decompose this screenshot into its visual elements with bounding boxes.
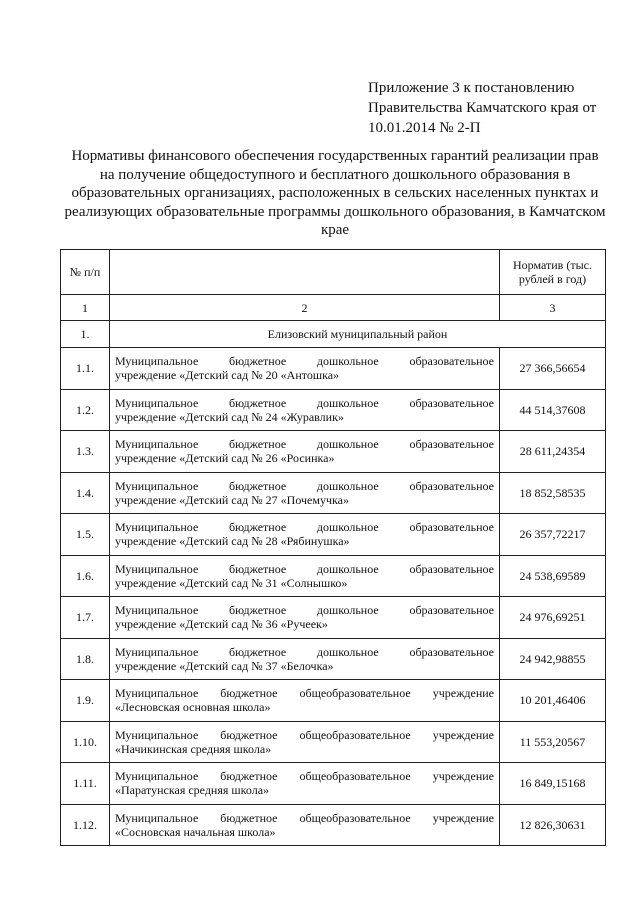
row-norm-value: 18 852,58535 xyxy=(500,472,606,514)
row-norm-value: 11 553,20567 xyxy=(500,721,606,763)
row-norm-value: 26 357,72217 xyxy=(500,514,606,556)
table-row xyxy=(61,763,606,805)
row-number: 1.6. xyxy=(61,555,110,597)
row-institution-name xyxy=(110,431,500,473)
appendix-note xyxy=(368,78,618,138)
row-norm-value: 24 538,69589 xyxy=(500,555,606,597)
table-row xyxy=(61,680,606,722)
row-number: 1.12. xyxy=(61,804,110,846)
table-row xyxy=(61,597,606,639)
header-norm: Норматив (тыс. рублей в год) xyxy=(500,250,606,295)
institution-name-line: «Паратунская средняя школа» xyxy=(115,783,270,798)
institution-name-line: учреждение «Детский сад № 27 «Почемучка» xyxy=(115,492,349,507)
row-norm-value: 24 976,69251 xyxy=(500,597,606,639)
row-institution-name xyxy=(110,472,500,514)
row-number: 1.9. xyxy=(61,680,110,722)
title-line: реализующих образовательные программы дошкольного образования, в Камчатском xyxy=(64,203,606,220)
numbering-cell: 1 xyxy=(61,295,110,321)
institution-name-line: Муниципальное бюджетное дошкольное образовательное xyxy=(115,437,494,452)
row-institution-name xyxy=(110,763,500,805)
row-norm-value: 10 201,46406 xyxy=(500,680,606,722)
title-line: образовательных организациях, расположенных в сельских населенных пунктах и xyxy=(71,185,599,201)
title-line: на получение общедоступного и бесплатного дошкольного образования в xyxy=(99,166,571,183)
appendix-line: 10.01.2014 № 2-П xyxy=(368,120,481,136)
row-institution-name xyxy=(110,597,500,639)
institution-name-line: учреждение «Детский сад № 24 «Журавлик» xyxy=(115,409,344,424)
table-row xyxy=(61,389,606,431)
appendix-line: Приложение 3 к постановлению xyxy=(368,80,575,96)
table-row xyxy=(61,721,606,763)
row-number: 1.8. xyxy=(61,638,110,680)
row-number: 1.11. xyxy=(61,763,110,805)
table-row xyxy=(61,431,606,473)
institution-name-line: учреждение «Детский сад № 26 «Росинка» xyxy=(115,451,335,466)
row-number: 1.5. xyxy=(61,514,110,556)
row-number: 1.2. xyxy=(61,389,110,431)
institution-name-line: «Начикинская средняя школа» xyxy=(115,741,272,756)
row-norm-value: 27 366,56654 xyxy=(500,348,606,390)
row-norm-value: 12 826,30631 xyxy=(500,804,606,846)
title-line: Нормативы финансового обеспечения государственных гарантий реализации прав xyxy=(71,148,599,164)
row-institution-name xyxy=(110,680,500,722)
institution-name-line: Муниципальное бюджетное общеобразовательное учреждение xyxy=(115,769,494,784)
table-numbering-row xyxy=(61,295,606,321)
institution-name-line: учреждение «Детский сад № 36 «Ручеек» xyxy=(115,617,328,632)
institution-name-line: Муниципальное бюджетное дошкольное образовательное xyxy=(115,561,494,576)
row-norm-value: 44 514,37608 xyxy=(500,389,606,431)
row-institution-name xyxy=(110,721,500,763)
row-number: 1.1. xyxy=(61,348,110,390)
institution-name-line: Муниципальное бюджетное общеобразовательное учреждение xyxy=(115,727,494,742)
norms-table xyxy=(60,249,606,846)
institution-name-line: Муниципальное бюджетное дошкольное образовательное xyxy=(115,478,494,493)
document-title xyxy=(55,147,615,240)
row-institution-name xyxy=(110,348,500,390)
table-section-row xyxy=(61,321,606,348)
numbering-cell: 2 xyxy=(110,295,500,321)
section-num: 1. xyxy=(61,321,110,348)
institution-name-line: учреждение «Детский сад № 28 «Рябинушка» xyxy=(115,534,350,549)
table-row xyxy=(61,555,606,597)
row-norm-value: 24 942,98855 xyxy=(500,638,606,680)
institution-name-line: Муниципальное бюджетное дошкольное образовательное xyxy=(115,354,494,369)
row-number: 1.4. xyxy=(61,472,110,514)
institution-name-line: Муниципальное бюджетное дошкольное образовательное xyxy=(115,644,494,659)
appendix-line: Правительства Камчатского края от xyxy=(368,100,597,116)
row-institution-name xyxy=(110,514,500,556)
institution-name-line: Муниципальное бюджетное общеобразовательное учреждение xyxy=(115,686,494,701)
section-name: Елизовский муниципальный район xyxy=(110,321,606,348)
institution-name-line: Муниципальное бюджетное общеобразовательное учреждение xyxy=(115,810,494,825)
table-row xyxy=(61,804,606,846)
institution-name-line: учреждение «Детский сад № 20 «Антошка» xyxy=(115,368,340,383)
row-number: 1.10. xyxy=(61,721,110,763)
institution-name-line: учреждение «Детский сад № 37 «Белочка» xyxy=(115,658,334,673)
row-norm-value: 16 849,15168 xyxy=(500,763,606,805)
row-institution-name xyxy=(110,555,500,597)
header-num: № п/п xyxy=(61,250,110,295)
row-number: 1.7. xyxy=(61,597,110,639)
institution-name-line: «Сосновская начальная школа» xyxy=(115,824,276,839)
institution-name-line: учреждение «Детский сад № 31 «Солнышко» xyxy=(115,575,348,590)
table-row xyxy=(61,638,606,680)
table-row xyxy=(61,348,606,390)
row-norm-value: 28 611,24354 xyxy=(500,431,606,473)
row-institution-name xyxy=(110,638,500,680)
row-institution-name xyxy=(110,389,500,431)
institution-name-line: Муниципальное бюджетное дошкольное образовательное xyxy=(115,520,494,535)
institution-name-line: Муниципальное бюджетное дошкольное образовательное xyxy=(115,395,494,410)
row-number: 1.3. xyxy=(61,431,110,473)
numbering-cell: 3 xyxy=(500,295,606,321)
institution-name-line: «Лесновская основная школа» xyxy=(115,700,271,715)
institution-name-line: Муниципальное бюджетное дошкольное образовательное xyxy=(115,603,494,618)
title-line: крае xyxy=(320,222,350,238)
table-row xyxy=(61,472,606,514)
header-name xyxy=(110,250,500,295)
row-institution-name xyxy=(110,804,500,846)
table-row xyxy=(61,514,606,556)
table-header-row xyxy=(61,250,606,295)
